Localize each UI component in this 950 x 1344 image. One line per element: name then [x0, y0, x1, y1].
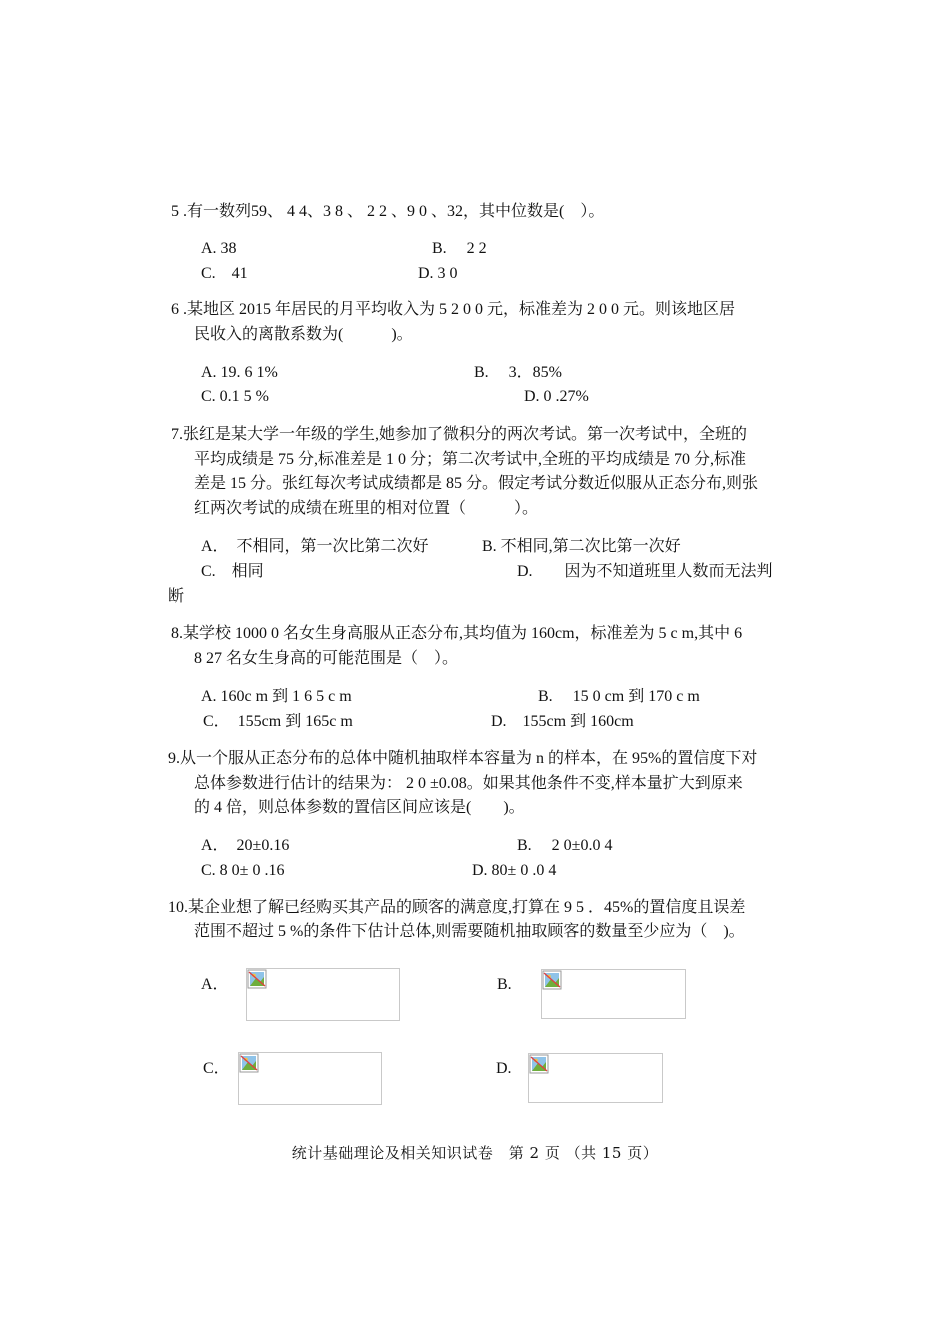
- broken-image-icon: [239, 1053, 259, 1073]
- question-7-option-c: C. 相同: [201, 563, 264, 580]
- question-8-option-b: B. 15 0 cm 到 170 c m: [538, 688, 700, 705]
- question-9-option-d: D. 80± 0 .0 4: [472, 862, 557, 879]
- question-9-option-c: C. 8 0± 0 .16: [201, 862, 285, 879]
- question-8-option-a: A. 160c m 到 1 6 5 c m: [201, 688, 352, 705]
- question-7-stem-line-2: 平均成绩是 75 分,标准差是 1 0 分；第二次考试中,全班的平均成绩是 70 分,标准: [194, 451, 747, 468]
- broken-image-icon: [247, 969, 267, 989]
- question-6-stem-line-2: 民收入的离散系数为( )。: [194, 326, 413, 343]
- question-10-option-c-image: [238, 1052, 382, 1105]
- question-6-option-a: A. 19. 6 1%: [201, 364, 278, 381]
- question-5-option-d: D. 3 0: [418, 265, 458, 282]
- question-6-option-c: C. 0.1 5 %: [201, 388, 269, 405]
- question-8-option-c: C． 155cm 到 165c m: [203, 713, 353, 730]
- question-9-option-a: A． 20±0.16: [201, 837, 290, 854]
- question-6-option-b: B. 3．85%: [474, 364, 563, 381]
- question-10-option-d-image: [528, 1053, 663, 1103]
- question-7-stem-line-3: 差是 15 分。张红每次考试成绩都是 85 分。假定考试分数近似服从正态分布,则张: [194, 475, 759, 492]
- question-7-option-a: A． 不相同，第一次比第二次好: [201, 538, 429, 555]
- question-9-option-b: B. 2 0±0.0 4: [517, 837, 613, 854]
- broken-image-icon: [542, 970, 562, 990]
- question-10-stem-line-2: 范围不超过 5 %的条件下估计总体,则需要随机抽取顾客的数量至少应为（ )。: [194, 923, 745, 940]
- question-8-option-d: D. 155cm 到 160cm: [491, 713, 634, 730]
- question-9-stem-line-1: 9.从一个服从正态分布的总体中随机抽取样本容量为 n 的样本，在 95%的置信度下对: [168, 750, 758, 767]
- question-10-stem-line-1: 10.某企业想了解已经购买其产品的顾客的满意度,打算在 9 5 ．45%的置信度且误差: [168, 899, 746, 916]
- question-5-stem: 5 .有一数列59、 4 4、3 8 、 2 2 、9 0 、32，其中位数是( ）。: [171, 203, 605, 220]
- question-10-option-b-image: [541, 969, 686, 1019]
- question-7-option-d: D. 因为不知道班里人数而无法判: [517, 563, 773, 580]
- question-10-option-b: B.: [497, 976, 512, 993]
- question-5-option-a: A. 38: [201, 240, 237, 257]
- question-5-option-b: B. 2 2: [432, 240, 487, 257]
- question-7-stem-line-1: 7.张红是某大学一年级的学生,她参加了微积分的两次考试。第一次考试中，全班的: [171, 426, 748, 443]
- question-7-option-b: B. 不相同,第二次比第一次好: [482, 538, 681, 555]
- question-9-stem-line-2: 总体参数进行估计的结果为： 2 0 ±0.08。如果其他条件不变,样本量扩大到原来: [194, 775, 743, 792]
- broken-image-icon: [529, 1054, 549, 1074]
- question-7-stem-line-4: 红两次考试的成绩在班里的相对位置（ ）。: [194, 500, 539, 517]
- question-8-stem-line-2: 8 27 名女生身高的可能范围是（ ）。: [194, 650, 459, 667]
- question-6-stem-line-1: 6 .某地区 2015 年居民的月平均收入为 5 2 0 0 元，标准差为 2 0 0 元。则该地区居: [171, 301, 736, 318]
- question-9-stem-line-3: 的 4 倍，则总体参数的置信区间应该是( )。: [194, 799, 525, 816]
- question-8-stem-line-1: 8.某学校 1000 0 名女生身高服从正态分布,其均值为 160cm，标准差为 5 c m,其中 6: [171, 625, 743, 642]
- page-footer: 统计基础理论及相关知识试卷 第 2 页 （共 15 页）: [291, 1144, 659, 1162]
- question-5-option-c: C. 41: [201, 265, 248, 282]
- question-10-option-a: A．: [201, 976, 229, 993]
- question-7-option-d-wrap: 断: [168, 588, 185, 605]
- question-10-option-d: D.: [496, 1060, 512, 1077]
- question-10-option-c: C．: [203, 1060, 230, 1077]
- question-6-option-d: D. 0 .27%: [524, 388, 589, 405]
- question-10-option-a-image: [246, 968, 400, 1021]
